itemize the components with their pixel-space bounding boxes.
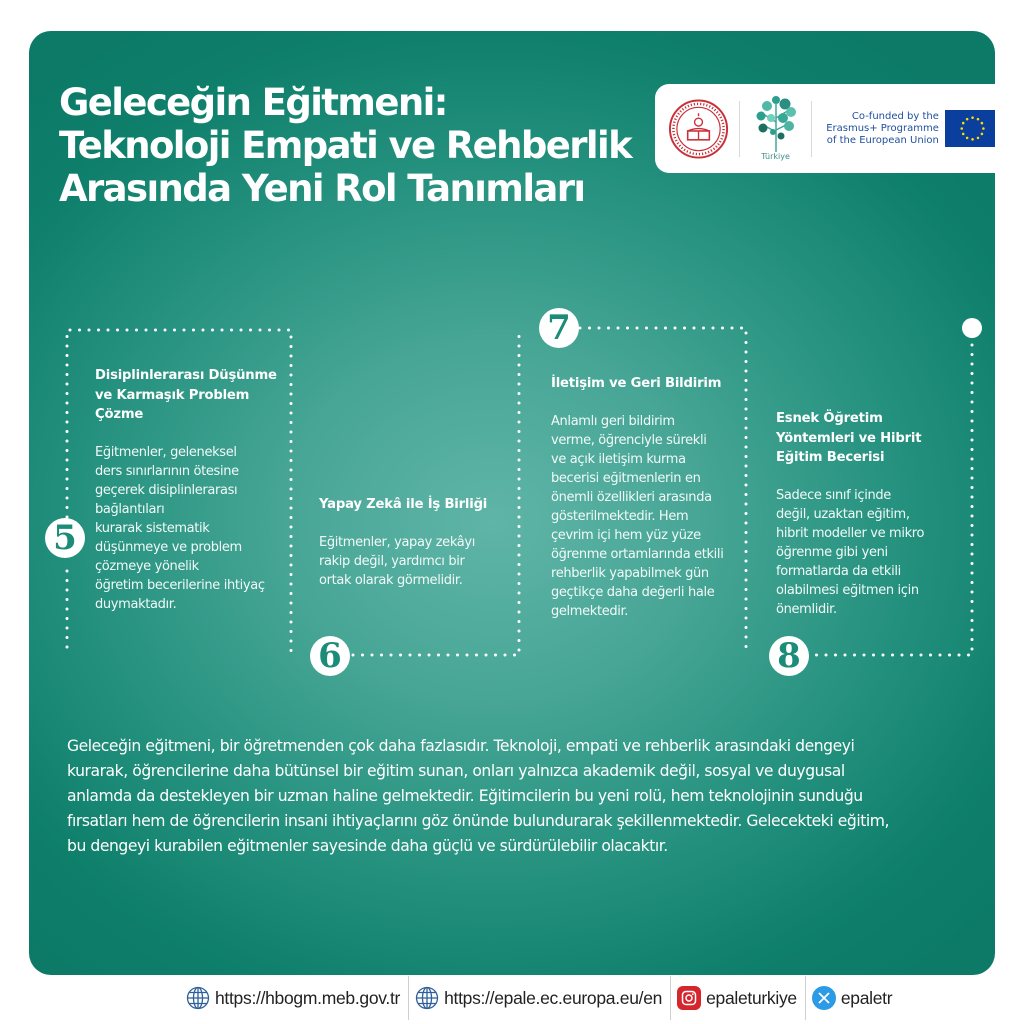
instagram-icon xyxy=(677,986,701,1010)
globe-icon xyxy=(186,986,210,1010)
turkiye-label: Türkiye xyxy=(761,151,790,161)
step-body: Eğitmenler, geleneksel ders sınırlarının ötesine geçerek disiplinlerarası bağlantıları kurarak sistematik düşünmeye ve problem çözmeye yönelik öğretim becerilerine ihtiyaç duymaktadır. xyxy=(95,444,265,612)
globe-icon xyxy=(415,986,439,1010)
step-body: Eğitmenler, yapay zekâyı rakip değil, yardımcı bir ortak olarak görmelidir. xyxy=(319,534,475,588)
step-body: Sadece sınıf içinde değil, uzaktan eğitim, hibrit modeller ve mikro öğrenme gibi yeni formatlarda da etkili olabilmesi eğitmen için önemlidir. xyxy=(776,487,925,617)
step-badge-6: 6 xyxy=(310,636,350,676)
step-title: Esnek Öğretim Yöntemleri ve Hibrit Eğitim Becerisi xyxy=(776,411,922,465)
title-line-1: Geleceğin Eğitmeni: xyxy=(59,81,447,124)
footer-link-instagram[interactable]: epaleturkiye xyxy=(671,976,806,1020)
step-title: İletişim ve Geri Bildirim xyxy=(551,376,722,391)
footer-link-hbogm[interactable]: https://hbogm.meb.gov.tr xyxy=(180,976,409,1020)
summary-paragraph: Geleceğin eğitmeni, bir öğretmenden çok daha fazlasıdır. Teknoloji, empati ve rehberlik arasındaki dengeyi kurarak, öğrencilerine daha bütünsel bir eğitim sunan, onları yalnızca akademik değil, sosyal ve duygusal anlamda da destekleyen bir uzman haline gelmektedir. Eğitimcilerin bu yeni rolü, hem teknolojinin sunduğu fırsatları hem de öğrencilerin insani ihtiyaçlarını göz önünde bulundurarak şekillenmektedir. Gelecekteki eğitim, bu dengeyi kurabilen eğitmenler sayesinde daha güçlü ve sürdürülebilir olacaktır. xyxy=(67,737,890,855)
step-card-7 xyxy=(551,374,741,621)
footer-link-epale[interactable]: https://epale.ec.europa.eu/en xyxy=(409,976,671,1020)
step-badge-5: 5 xyxy=(45,518,85,558)
step-badge-8: 8 xyxy=(769,636,809,676)
timeline-end-dot xyxy=(962,318,982,338)
step-badge-7: 7 xyxy=(539,308,579,348)
title-line-2: Teknoloji Empati ve Rehberlik xyxy=(59,124,632,167)
step-body: Anlamlı geri bildirim verme, öğrenciyle sürekli ve açık iletişim kurma becerisi eğitmenlerin en önemli özellikleri arasında gösterilmektedir. Hem çevrim içi hem yüz yüze öğrenme ortamlarında etkili rehberlik yapabilmek gün geçtikçe daha değerli hale gelmektedir. xyxy=(551,413,724,619)
footer-links xyxy=(180,976,900,1020)
step-card-5 xyxy=(95,366,285,614)
step-card-8 xyxy=(776,409,966,619)
x-twitter-icon xyxy=(812,986,836,1010)
step-title: Disiplinlerarası Düşünme ve Karmaşık Problem Çözme xyxy=(95,368,277,422)
step-card-6 xyxy=(319,495,509,590)
infographic-card xyxy=(29,31,995,975)
footer-link-x[interactable]: epaletr xyxy=(806,976,900,1020)
erasmus-cofunded-text: Co-funded by the Erasmus+ Programme of the European Union xyxy=(826,110,939,146)
title-line-3: Arasında Yeni Rol Tanımları xyxy=(59,167,585,210)
step-title: Yapay Zekâ ile İş Birliği xyxy=(319,497,488,512)
